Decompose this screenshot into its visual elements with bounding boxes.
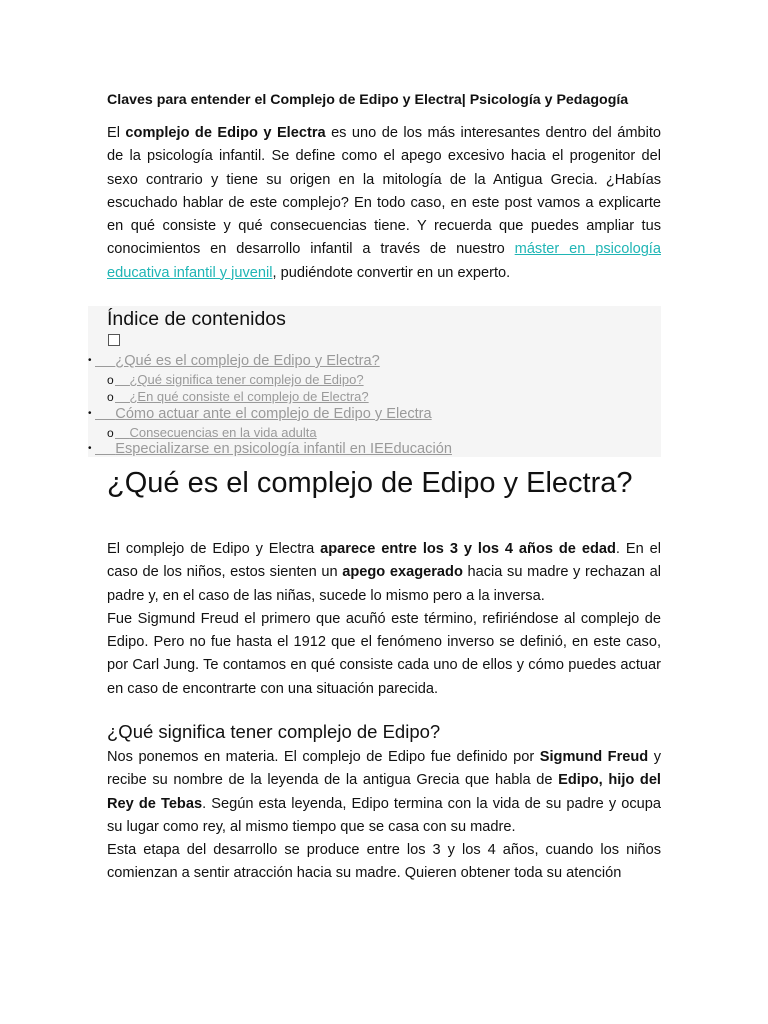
bullet-icon: •	[88, 443, 92, 454]
toc-item-2	[88, 371, 364, 389]
section-1-paragraph-1: El complejo de Edipo y Electra aparece entre los 3 y los 4 años de edad. En el caso de los niños, estos sienten un apego exagerado hacia su madre y rechazan al padre y, en el caso de las niñas, sucede lo mismo pero a la inversa.	[107, 541, 662, 604]
toc-item-4	[88, 405, 432, 423]
toc-item-1	[88, 352, 380, 370]
bullet-icon: •	[88, 355, 92, 366]
section-2-paragraph-1: Nos ponemos en materia. El complejo de Edipo fue definido por Sigmund Freud y recibe su nombre de la leyenda de la antigua Grecia que habla de Edipo, hijo del Rey de Tebas. Según esta leyenda, Edipo termina con la vida de su padre y ocupa su lugar como rey, al mismo tiempo que se casa con su madre.	[107, 749, 661, 835]
section-1-body	[107, 538, 661, 701]
section-2-body	[107, 746, 661, 886]
intro-paragraph	[107, 122, 661, 285]
toc-item-3	[88, 388, 369, 406]
intro-text-1: El	[107, 125, 126, 141]
section-heading-edipo: ¿Qué significa tener complejo de Edipo?	[107, 721, 441, 742]
intro-text-2: es uno de los más interesantes dentro del ámbito de la psicología infantil. Se define como el apego excesivo hacia el progenitor del sexo contrario y tiene su origen en la mitología de la Antigua Grecia. ¿Habías escuchado hablar de este complejo? En todo caso, en este post vamos a explicarte en qué consiste y qué consecuencias tiene. Y recuerda que puedes ampliar tus conocimientos en desarrollo infantil a través de nuestro	[107, 125, 662, 258]
toc-link-4[interactable]: Cómo actuar ante el complejo de Edipo y Electra	[115, 406, 432, 422]
toc-link-3[interactable]: ¿En qué consiste el complejo de Electra?	[129, 389, 369, 404]
toc-link-6[interactable]: Especializarse en psicología infantil en IEEducación	[115, 441, 452, 457]
document-title: Claves para entender el Complejo de Edipo y Electra| Psicología y Pedagogía	[107, 92, 629, 108]
sub-bullet-icon: o	[107, 426, 114, 440]
toc-link-5[interactable]: Consecuencias en la vida adulta	[129, 425, 317, 440]
toc-toggle-checkbox[interactable]	[108, 334, 120, 346]
intro-bold-term: complejo de Edipo y Electra	[125, 125, 326, 141]
section-heading-edipo-electra: ¿Qué es el complejo de Edipo y Electra?	[107, 467, 633, 499]
section-2-paragraph-2: Esta etapa del desarrollo se produce entre los 3 y los 4 años, cuando los niños comienzan a sentir atracción hacia su madre. Quieren obtener toda su atención	[107, 842, 661, 882]
sub-bullet-icon: o	[107, 373, 114, 387]
table-of-contents	[88, 306, 661, 457]
sub-bullet-icon: o	[107, 390, 114, 404]
bullet-icon: •	[88, 408, 92, 419]
toc-link-2[interactable]: ¿Qué significa tener complejo de Edipo?	[129, 372, 364, 387]
section-1-paragraph-2: Fue Sigmund Freud el primero que acuñó este término, refiriéndose al complejo de Edipo. Pero no fue hasta el 1912 que el fenómeno inverso se definió, en este caso, por Carl Jung. Te contamos en qué consiste cada uno de ellos y cómo puedes actuar en caso de encontrarte con una situación parecida.	[107, 610, 661, 697]
toc-link-1[interactable]: ¿Qué es el complejo de Edipo y Electra?	[115, 353, 380, 369]
toc-title: Índice de contenidos	[107, 308, 286, 330]
toc-item-6	[88, 440, 452, 458]
master-link[interactable]: máster en psicología educativa infantil y juvenil	[107, 241, 661, 281]
intro-text-3: , pudiéndote convertir en un experto.	[272, 264, 511, 281]
